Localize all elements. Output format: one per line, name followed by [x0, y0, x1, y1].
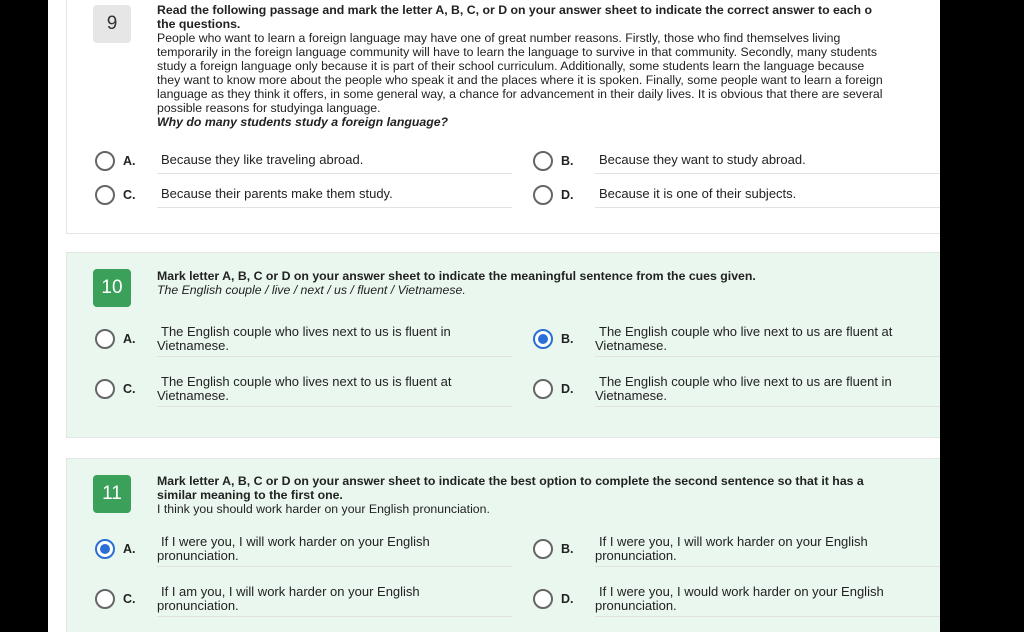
option-letter: D.: [561, 592, 574, 606]
option-letter: A.: [123, 542, 136, 556]
option-text: Because their parents make them study.: [157, 187, 512, 208]
question-9-instruction-line-1: Read the following passage and mark the letter A, B, C, or D on your answer sheet to indicate the correct answer to each o: [157, 3, 872, 17]
radio-button[interactable]: [533, 151, 553, 171]
question-10-instruction: Mark letter A, B, C or D on your answer sheet to indicate the meaningful sentence from the cues given.: [157, 269, 756, 283]
radio-button[interactable]: [95, 329, 115, 349]
option-c[interactable]: [95, 373, 515, 407]
option-text: If I were you, I would work harder on your English pronunciation.: [595, 585, 940, 617]
option-b[interactable]: [533, 323, 940, 357]
option-letter: B.: [561, 542, 574, 556]
radio-button[interactable]: [95, 589, 115, 609]
radio-button[interactable]: [95, 379, 115, 399]
passage-line: People who want to learn a foreign language may have one of great number reasons. Firstly, those who find themselves living: [157, 31, 841, 45]
question-card-9: [66, 0, 940, 234]
question-11-sentence: I think you should work harder on your English pronunciation.: [157, 502, 490, 516]
option-text: Because it is one of their subjects.: [595, 187, 940, 208]
option-letter: C.: [123, 592, 136, 606]
option-letter: D.: [561, 188, 574, 202]
passage-line: temporarily in the foreign language community will have to learn the language to survive in that community. Secondly, many students: [157, 45, 877, 59]
option-text: The English couple who lives next to us is fluent at Vietnamese.: [157, 375, 512, 407]
option-letter: B.: [561, 154, 574, 168]
option-letter: C.: [123, 382, 136, 396]
option-letter: D.: [561, 382, 574, 396]
option-letter: A.: [123, 332, 136, 346]
question-9-text: [157, 3, 940, 129]
option-c[interactable]: [95, 583, 515, 617]
radio-button-selected[interactable]: [533, 329, 553, 349]
option-letter: B.: [561, 332, 574, 346]
option-a[interactable]: [95, 323, 515, 357]
option-d[interactable]: [533, 373, 940, 407]
question-number-badge: 9: [93, 5, 131, 43]
option-letter: C.: [123, 188, 136, 202]
question-9-instruction-line-2: the questions.: [157, 17, 241, 31]
option-text: The English couple who live next to us are fluent at Vietnamese.: [595, 325, 940, 357]
option-d[interactable]: [533, 583, 940, 617]
option-d[interactable]: [533, 179, 940, 213]
quiz-page: [48, 0, 940, 632]
question-11-instruction-line-2: similar meaning to the first one.: [157, 488, 343, 502]
question-11-instruction-line-1: Mark letter A, B, C or D on your answer sheet to indicate the best option to complete the second sentence so that it has a: [157, 474, 864, 488]
radio-button-selected[interactable]: [95, 539, 115, 559]
question-11-text: [157, 474, 940, 516]
option-text: If I were you, I will work harder on your English pronunciation.: [595, 535, 940, 567]
passage-line: language as they think it offers, in some general way, a chance for advancement in their daily lives. It is obvious that there are several: [157, 87, 883, 101]
option-text: If I were you, I will work harder on your English pronunciation.: [157, 535, 512, 567]
option-b[interactable]: [533, 145, 940, 179]
passage-line: possible reasons for studyinga language.: [157, 101, 381, 115]
question-number-badge: 10: [93, 269, 131, 307]
question-number-badge: 11: [93, 475, 131, 513]
question-10-cue: The English couple / live / next / us / fluent / Vietnamese.: [157, 283, 466, 297]
radio-button[interactable]: [533, 539, 553, 559]
question-9-prompt: Why do many students study a foreign language?: [157, 115, 449, 129]
option-text: Because they like traveling abroad.: [157, 153, 512, 174]
question-card-11: [66, 458, 940, 632]
option-text: Because they want to study abroad.: [595, 153, 940, 174]
radio-button[interactable]: [95, 151, 115, 171]
option-text: If I am you, I will work harder on your English pronunciation.: [157, 585, 512, 617]
passage-line: they want to know more about the people who speak it and the places where it is spoken. Finally, some people want to learn a foreign: [157, 73, 883, 87]
option-a[interactable]: [95, 145, 515, 179]
question-card-10: [66, 252, 940, 438]
option-text: The English couple who lives next to us is fluent in Vietnamese.: [157, 325, 512, 357]
question-10-text: [157, 269, 940, 297]
radio-button[interactable]: [533, 589, 553, 609]
option-text: The English couple who live next to us are fluent in Vietnamese.: [595, 375, 940, 407]
passage-line: study a foreign language only because it is part of their school curriculum. Additionally, some students learn the language because: [157, 59, 865, 73]
option-c[interactable]: [95, 179, 515, 213]
radio-button[interactable]: [533, 379, 553, 399]
option-a[interactable]: [95, 533, 515, 567]
radio-button[interactable]: [533, 185, 553, 205]
option-b[interactable]: [533, 533, 940, 567]
radio-button[interactable]: [95, 185, 115, 205]
option-letter: A.: [123, 154, 136, 168]
